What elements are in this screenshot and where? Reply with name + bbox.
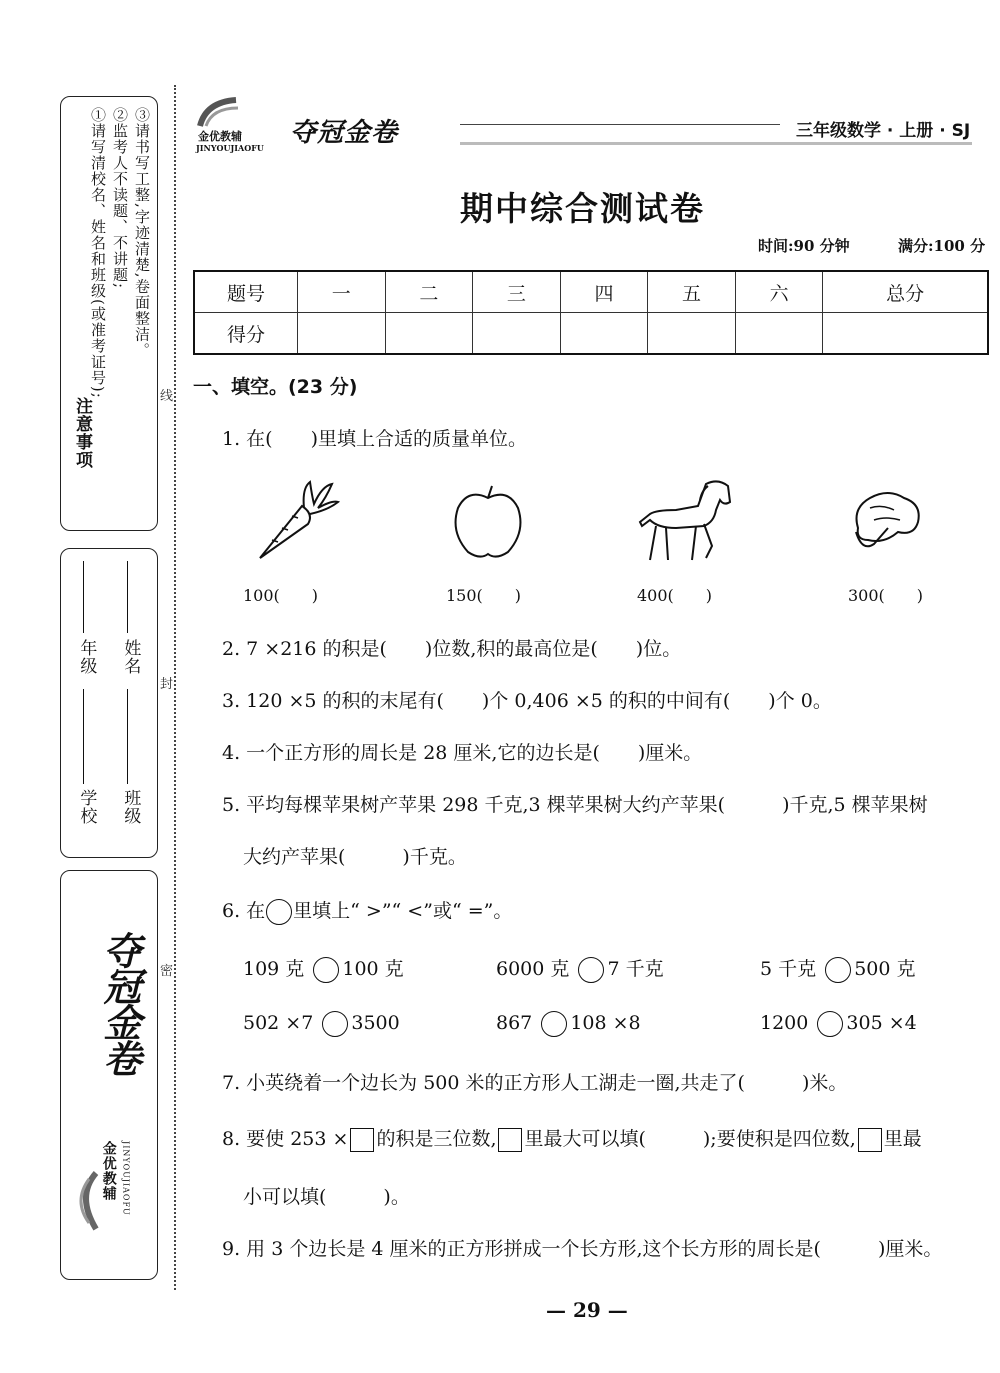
answer-circle[interactable] [541,1011,567,1037]
score-header-cell: 三 [473,271,561,313]
notice-title: 注意事项 [72,397,92,469]
logo-box [60,870,158,1280]
header-brand: 金优教辅 [198,130,242,143]
name-line[interactable] [127,561,128,633]
cut-label-line: 线 [160,389,174,404]
grade-line[interactable] [83,561,84,633]
question-2: 2. 7 ×216 的积是( )位数,积的最高位是( )位。 [222,638,682,660]
score-cell[interactable] [560,313,648,355]
answer-circle[interactable] [578,957,604,983]
header-rule [460,124,780,125]
score-header-cell: 二 [385,271,473,313]
score-table-header-row [194,271,988,313]
brand-logo-icon [196,96,242,130]
cut-label-seal: 封 [160,677,174,692]
question-5-line-2: 大约产苹果( )千克。 [243,846,467,868]
score-row-label: 得分 [194,313,298,355]
score-cell[interactable] [298,313,386,355]
apple-icon [448,482,528,562]
notice-item-1: ①请写清校名、姓名和班级(或准考证号); [89,107,107,399]
answer-box[interactable] [498,1128,522,1152]
question-5-line-1: 5. 平均每棵苹果树产苹果 298 千克,3 棵苹果树大约产苹果( )千克,5 棵苹果树 [222,794,928,816]
question-6 [222,896,512,925]
carrot-icon [252,478,342,564]
cut-line [174,85,176,1290]
class-label: 班级 [120,789,141,825]
header-rule-2 [460,142,972,145]
school-label: 学校 [76,789,97,825]
answer-box[interactable] [858,1128,882,1152]
book-logo-icon [71,1171,101,1231]
grade-info: 三年级数学 · 上册 · SJ [796,121,971,141]
sidebar-brand-pinyin: JINYOUJIAOFU [121,1141,131,1216]
notice-item-2: ②监考人不读题、不讲题; [111,107,129,290]
score-cell[interactable] [385,313,473,355]
school-line[interactable] [83,689,84,784]
q6-compare-5: 867 108 ×8 [496,1011,641,1037]
q6-prefix: 6. 在 [222,900,266,922]
student-info-box [60,548,158,858]
page-number: — 29 — [546,1298,628,1322]
score-header-cell: 总分 [823,271,988,313]
question-3: 3. 120 ×5 的积的末尾有( )个 0,406 ×5 的积的中间有( )个 0。 [222,690,832,712]
q6-compare-4: 502 ×7 3500 [243,1011,400,1037]
q1-item-carrot: 100( ) [243,586,319,605]
section-title: 一、填空。(23 分) [193,376,358,398]
answer-circle[interactable] [817,1011,843,1037]
q6-compare-1: 109 克 100 克 [243,954,404,983]
answer-circle[interactable] [322,1011,348,1037]
score-header-cell: 六 [735,271,823,313]
sidebar-brand: 金优教辅 [100,1141,117,1201]
score-cell[interactable] [473,313,561,355]
question-9: 9. 用 3 个边长是 4 厘米的正方形拼成一个长方形,这个长方形的周长是( )厘米。 [222,1238,943,1260]
score-cell[interactable] [823,313,988,355]
page-title: 期中综合测试卷 [460,189,705,228]
q6-suffix: 里填上“ >”“ <”或“ =”。 [293,900,513,922]
q1-item-apple: 150( ) [446,586,522,605]
sidebar-series-logo: 夺冠金卷 [96,931,141,1075]
question-8-line-2: 小可以填( )。 [243,1186,410,1208]
q6-compare-3: 5 千克 500 克 [760,954,916,983]
question-1: 1. 在( )里填上合适的质量单位。 [222,428,527,450]
q1-item-horse: 400( ) [637,586,713,605]
notice-box [60,96,158,531]
header-brand-pinyin: JINYOUJIAOFU [196,143,264,153]
exam-time: 时间:90 分钟 [758,237,850,255]
score-cell[interactable] [735,313,823,355]
score-header-cell: 一 [298,271,386,313]
cut-label-secret: 密 [160,964,174,979]
score-header-cell: 四 [560,271,648,313]
q6-compare-6: 1200 305 ×4 [760,1011,917,1037]
q6-compare-2: 6000 克 7 千克 [496,954,664,983]
score-table-score-row [194,313,988,355]
q1-item-cabbage: 300( ) [848,586,924,605]
question-4: 4. 一个正方形的周长是 28 厘米,它的边长是( )厘米。 [222,742,703,764]
score-header-cell: 五 [648,271,736,313]
answer-circle[interactable] [825,957,851,983]
grade-label: 年级 [76,639,97,675]
score-cell[interactable] [648,313,736,355]
notice-item-3: ③请书写工整,字迹清楚,卷面整洁。 [133,107,151,359]
cabbage-icon [848,488,924,554]
answer-circle[interactable] [313,957,339,983]
full-score: 满分:100 分 [898,237,986,255]
class-line[interactable] [127,689,128,784]
horse-icon [636,476,736,566]
question-7: 7. 小英绕着一个边长为 500 米的正方形人工湖走一圈,共走了( )米。 [222,1072,848,1094]
score-header-cell: 题号 [194,271,298,313]
compare-circle-icon [266,899,292,925]
score-table [193,270,989,355]
answer-box[interactable] [350,1128,374,1152]
question-8-line-1: 8. 要使 253 × 的积是三位数, 里最大可以填( );要使积是四位数, 里最 [222,1128,922,1150]
header-series-logo: 夺冠金卷 [290,118,399,148]
name-label: 姓名 [120,639,141,675]
